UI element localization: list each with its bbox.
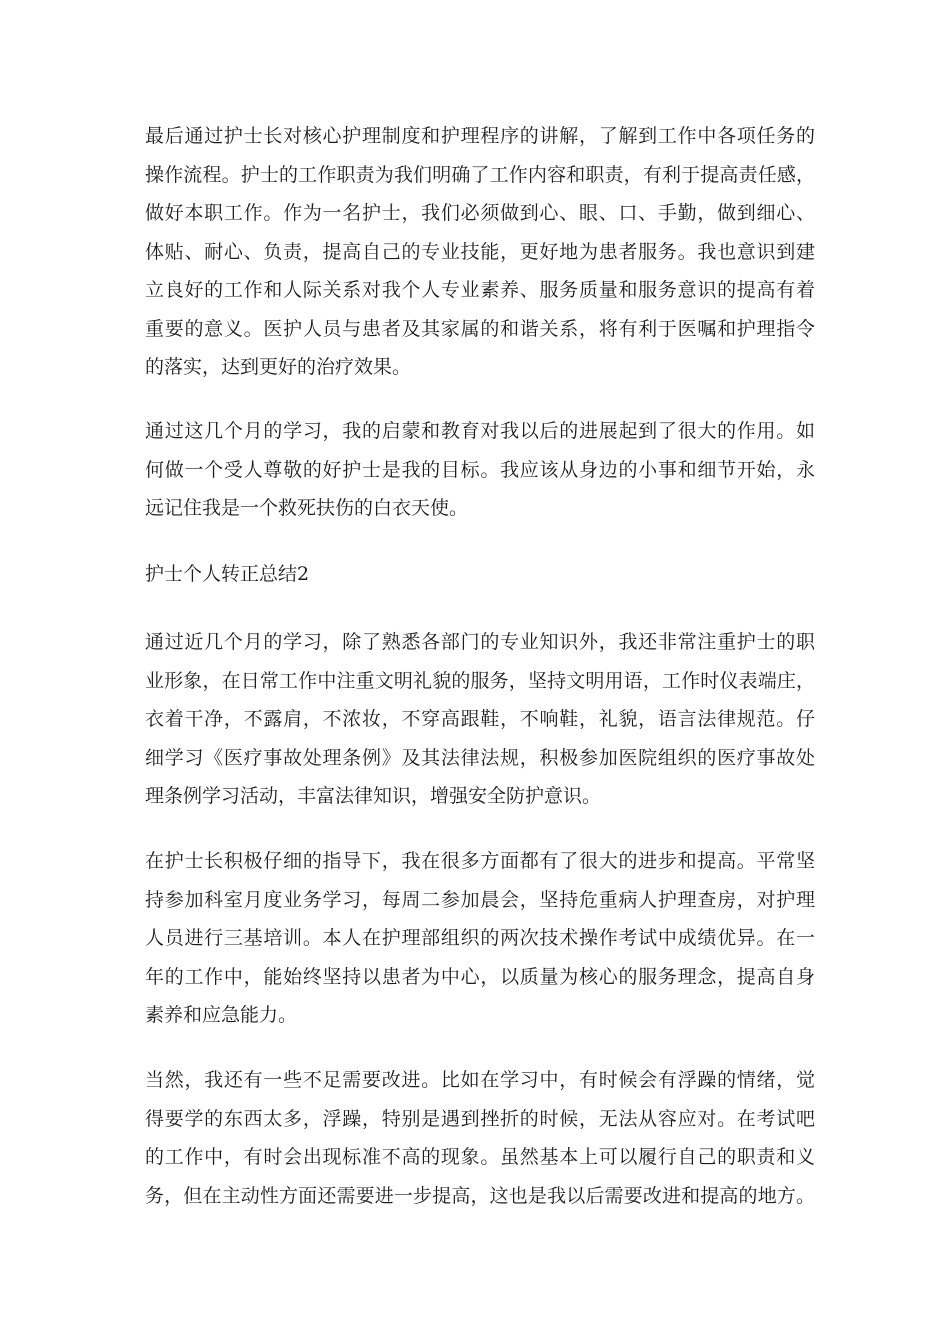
section-heading [145,555,815,594]
text-line: 务，但在主动性方面还需要进一步提高，这也是我以后需要改进和提高的地方。 [145,1184,815,1207]
text-line: 持参加科室月度业务学习，每周二参加晨会，坚持危重病人护理查房，对护理 [145,888,815,911]
text-line: 业形象，在日常工作中注重文明礼貌的服务，坚持文明用语，工作时仪表端庄， [145,669,815,692]
text-line: 衣着干净，不露肩，不浓妆，不穿高跟鞋，不响鞋，礼貌，语言法律规范。仔 [145,708,815,730]
text-line: 的落实，达到更好的治疗效果。 [145,356,412,378]
paragraph-2 [145,412,815,528]
text-line: 做好本职工作。作为一名护士，我们必须做到心、眼、口、手勤，做到细心、 [145,202,815,224]
text-line: 体贴、耐心、负责，提高自己的专业技能，更好地为患者服务。我也意识到建 [145,240,815,263]
text-line: 远记住我是一个救死扶伤的白衣天使。 [145,497,469,519]
text-line: 得要学的东西太多，浮躁，特别是遇到挫折的时候，无法从容应对。在考试吧 [145,1107,815,1130]
text-line: 的工作中，有时会出现标准不高的现象。虽然基本上可以履行自己的职责和义 [145,1146,815,1168]
text-line: 最后通过护士长对核心护理制度和护理程序的讲解，了解到工作中各项任务的 [145,125,815,147]
text-line: 通过这几个月的学习，我的启蒙和教育对我以后的进展起到了很大的作用。如 [145,420,815,442]
text-line: 细学习《医疗事故处理条例》及其法律法规，积极参加医院组织的医疗事故处 [145,746,815,769]
paragraph-1 [145,117,815,387]
text-line: 立良好的工作和人际关系对我个人专业素养、服务质量和服务意识的提高有着 [145,279,815,301]
text-line: 何做一个受人尊敬的好护士是我的目标。我应该从身边的小事和细节开始，永 [145,458,815,481]
text-line: 人员进行三基培训。本人在护理部组织的两次技术操作考试中成绩优异。在一 [145,927,815,949]
paragraph-4 [145,842,815,1035]
text-line: 年的工作中，能始终坚持以患者为中心，以质量为核心的服务理念，提高自身 [145,965,815,988]
text-line: 理条例学习活动，丰富法律知识，增强安全防护意识。 [145,785,602,807]
text-line: 当然，我还有一些不足需要改进。比如在学习中，有时候会有浮躁的情绪，觉 [145,1069,815,1091]
text-line: 在护士长积极仔细的指导下，我在很多方面都有了很大的进步和提高。平常坚 [145,850,815,872]
text-line: 重要的意义。医护人员与患者及其家属的和谐关系，将有利于医嘱和护理指令 [145,317,815,340]
text-line: 素养和应急能力。 [145,1004,298,1026]
text-line: 通过近几个月的学习，除了熟悉各部门的专业知识外，我还非常注重护士的职 [145,631,815,653]
paragraph-3 [145,623,815,816]
paragraph-5 [145,1061,815,1215]
section-heading-text: 护士个人转正总结2 [145,563,310,585]
text-line: 操作流程。护士的工作职责为我们明确了工作内容和职责，有利于提高责任感， [145,163,815,186]
